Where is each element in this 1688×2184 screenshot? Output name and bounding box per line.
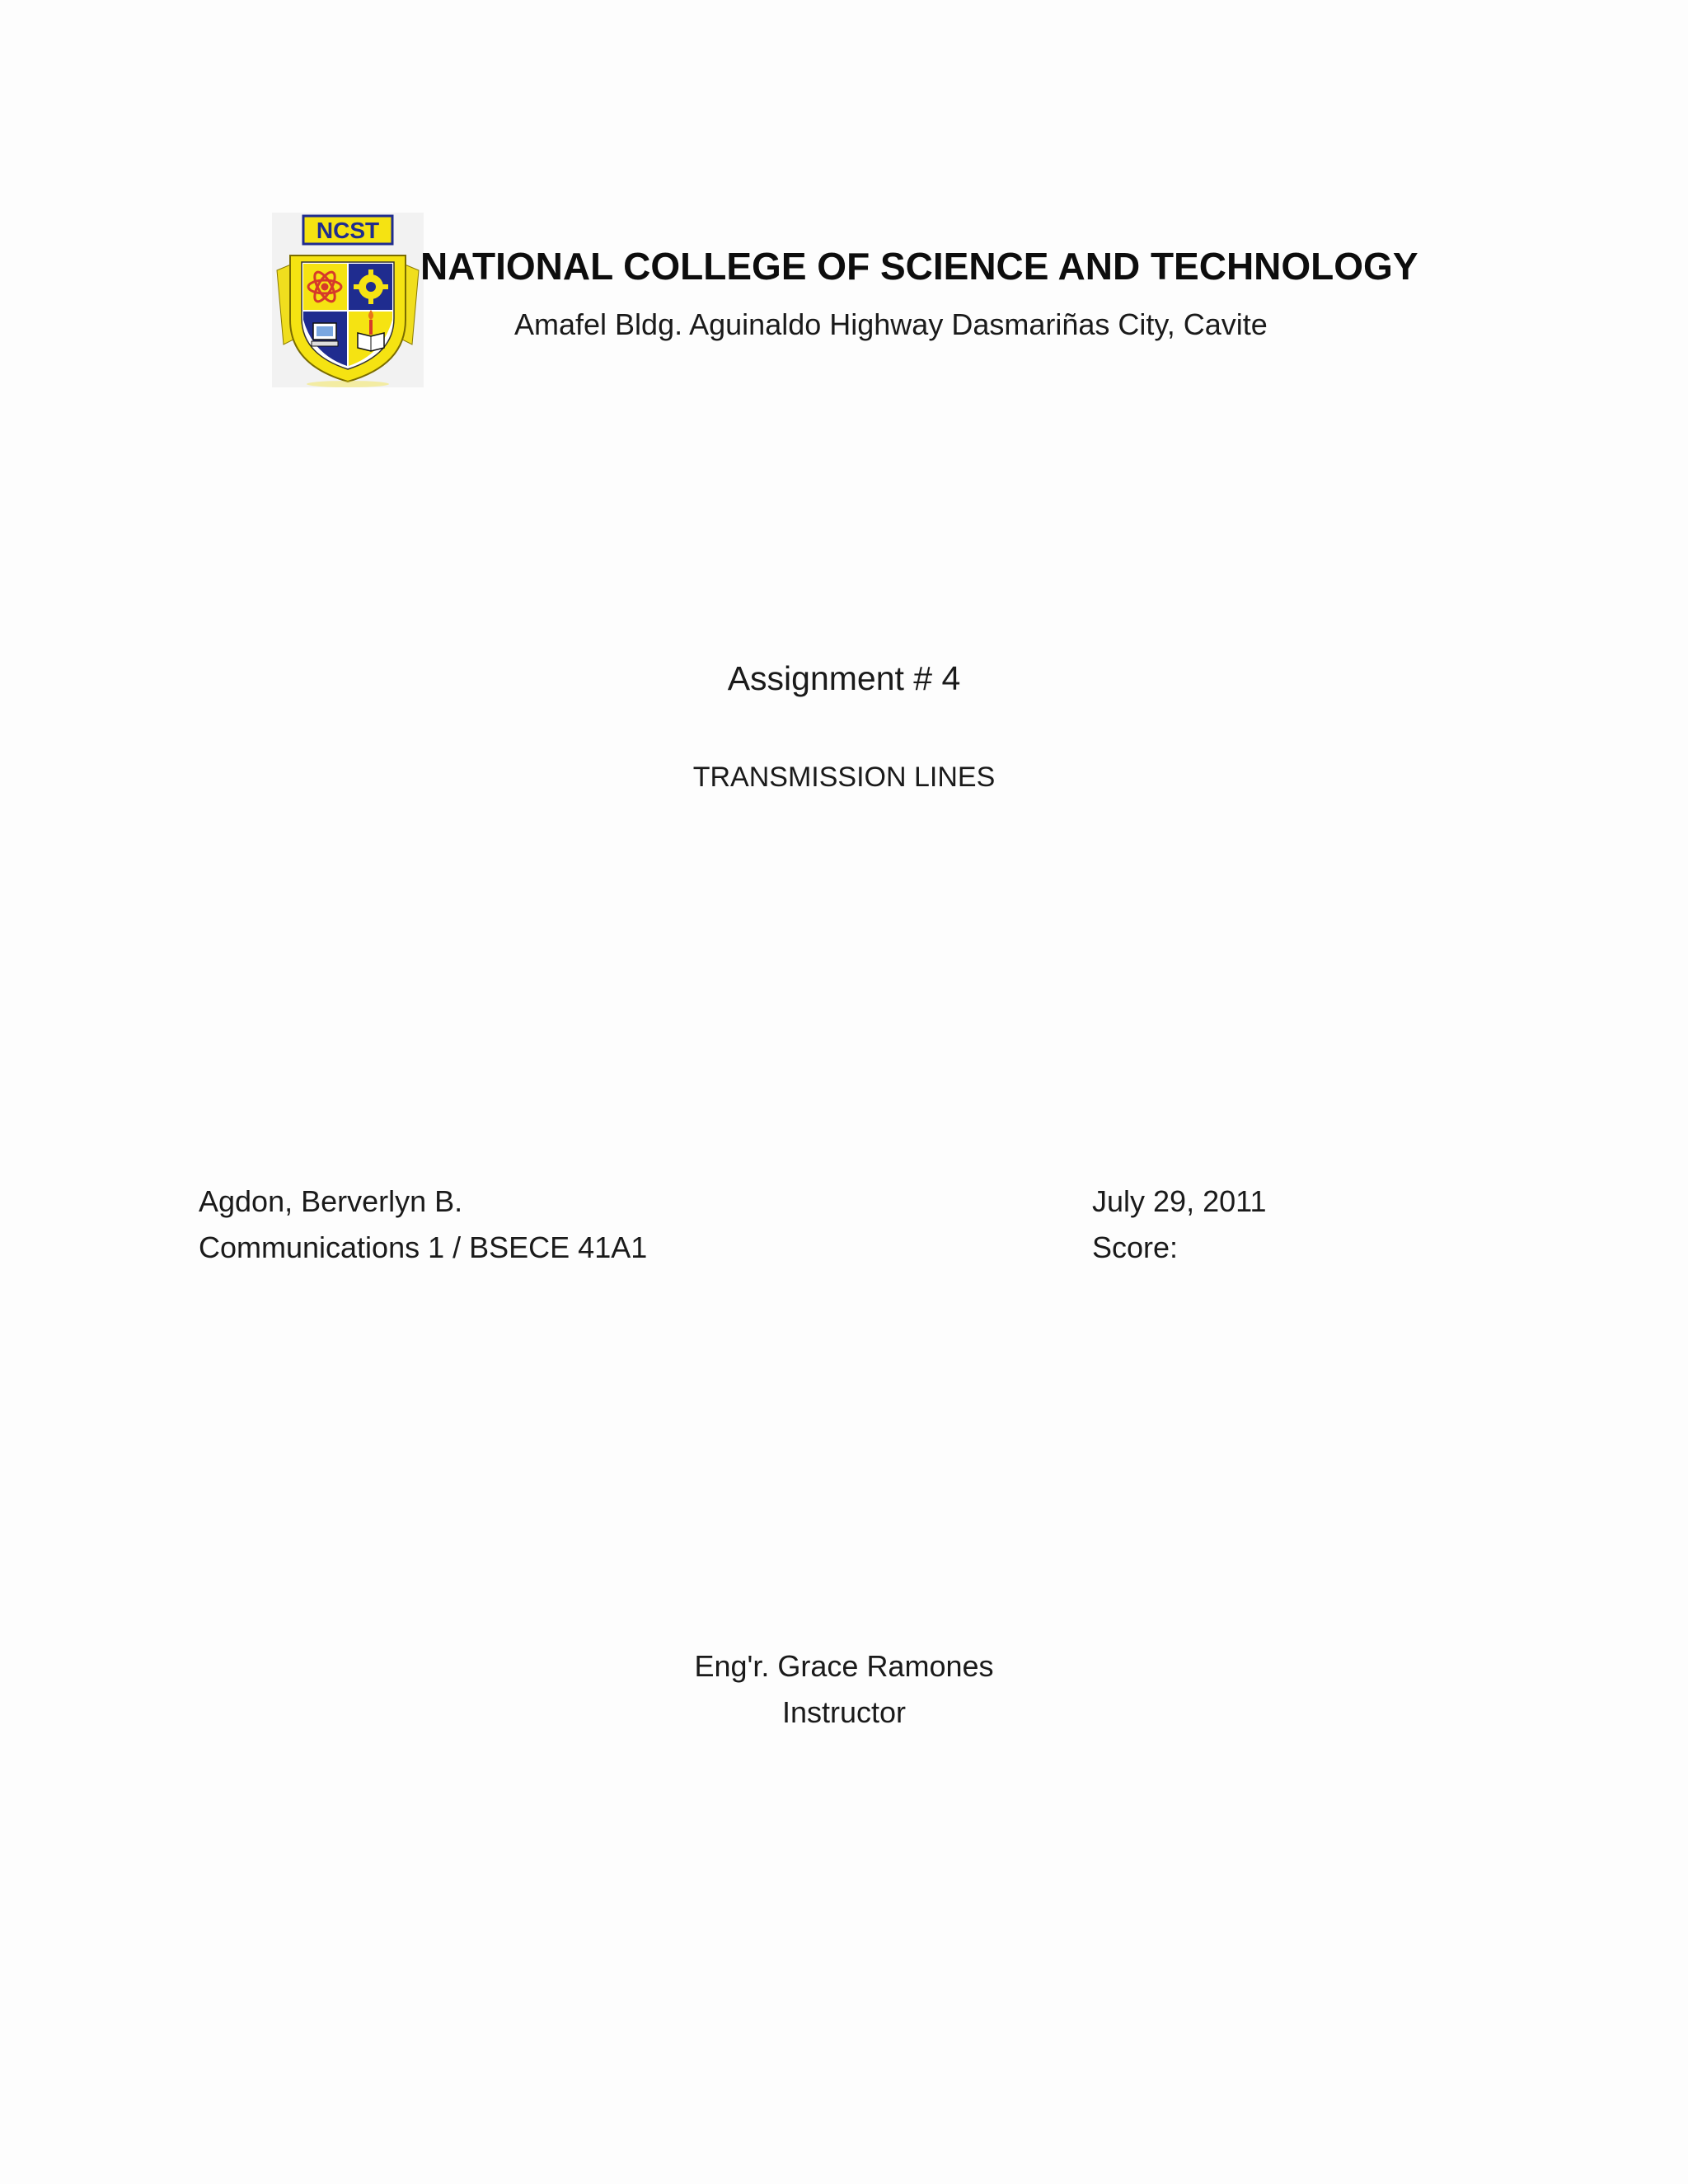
submission-info — [1092, 1179, 1266, 1271]
school-name: NATIONAL COLLEGE OF SCIENCE AND TECHNOLOGY — [420, 245, 1418, 288]
ncst-seal-icon — [272, 213, 424, 387]
ncst-logo — [272, 213, 424, 387]
logo-text: NCST — [316, 218, 380, 243]
instructor-block — [0, 1643, 1688, 1736]
school-address: Amafel Bldg. Aguinaldo Highway Dasmariñas City, Cavite — [514, 307, 1268, 341]
student-info — [199, 1179, 647, 1271]
student-course: Communications 1 / BSECE 41A1 — [199, 1230, 648, 1264]
score-label: Score: — [1092, 1230, 1179, 1264]
assignment-title: Assignment # 4 — [727, 659, 961, 697]
submission-date: July 29, 2011 — [1092, 1184, 1267, 1218]
instructor-name: Eng'r. Grace Ramones — [694, 1649, 994, 1683]
student-name: Agdon, Berverlyn B. — [199, 1184, 463, 1218]
assignment-subtitle: TRANSMISSION LINES — [692, 762, 996, 793]
instructor-role: Instructor — [781, 1695, 907, 1729]
